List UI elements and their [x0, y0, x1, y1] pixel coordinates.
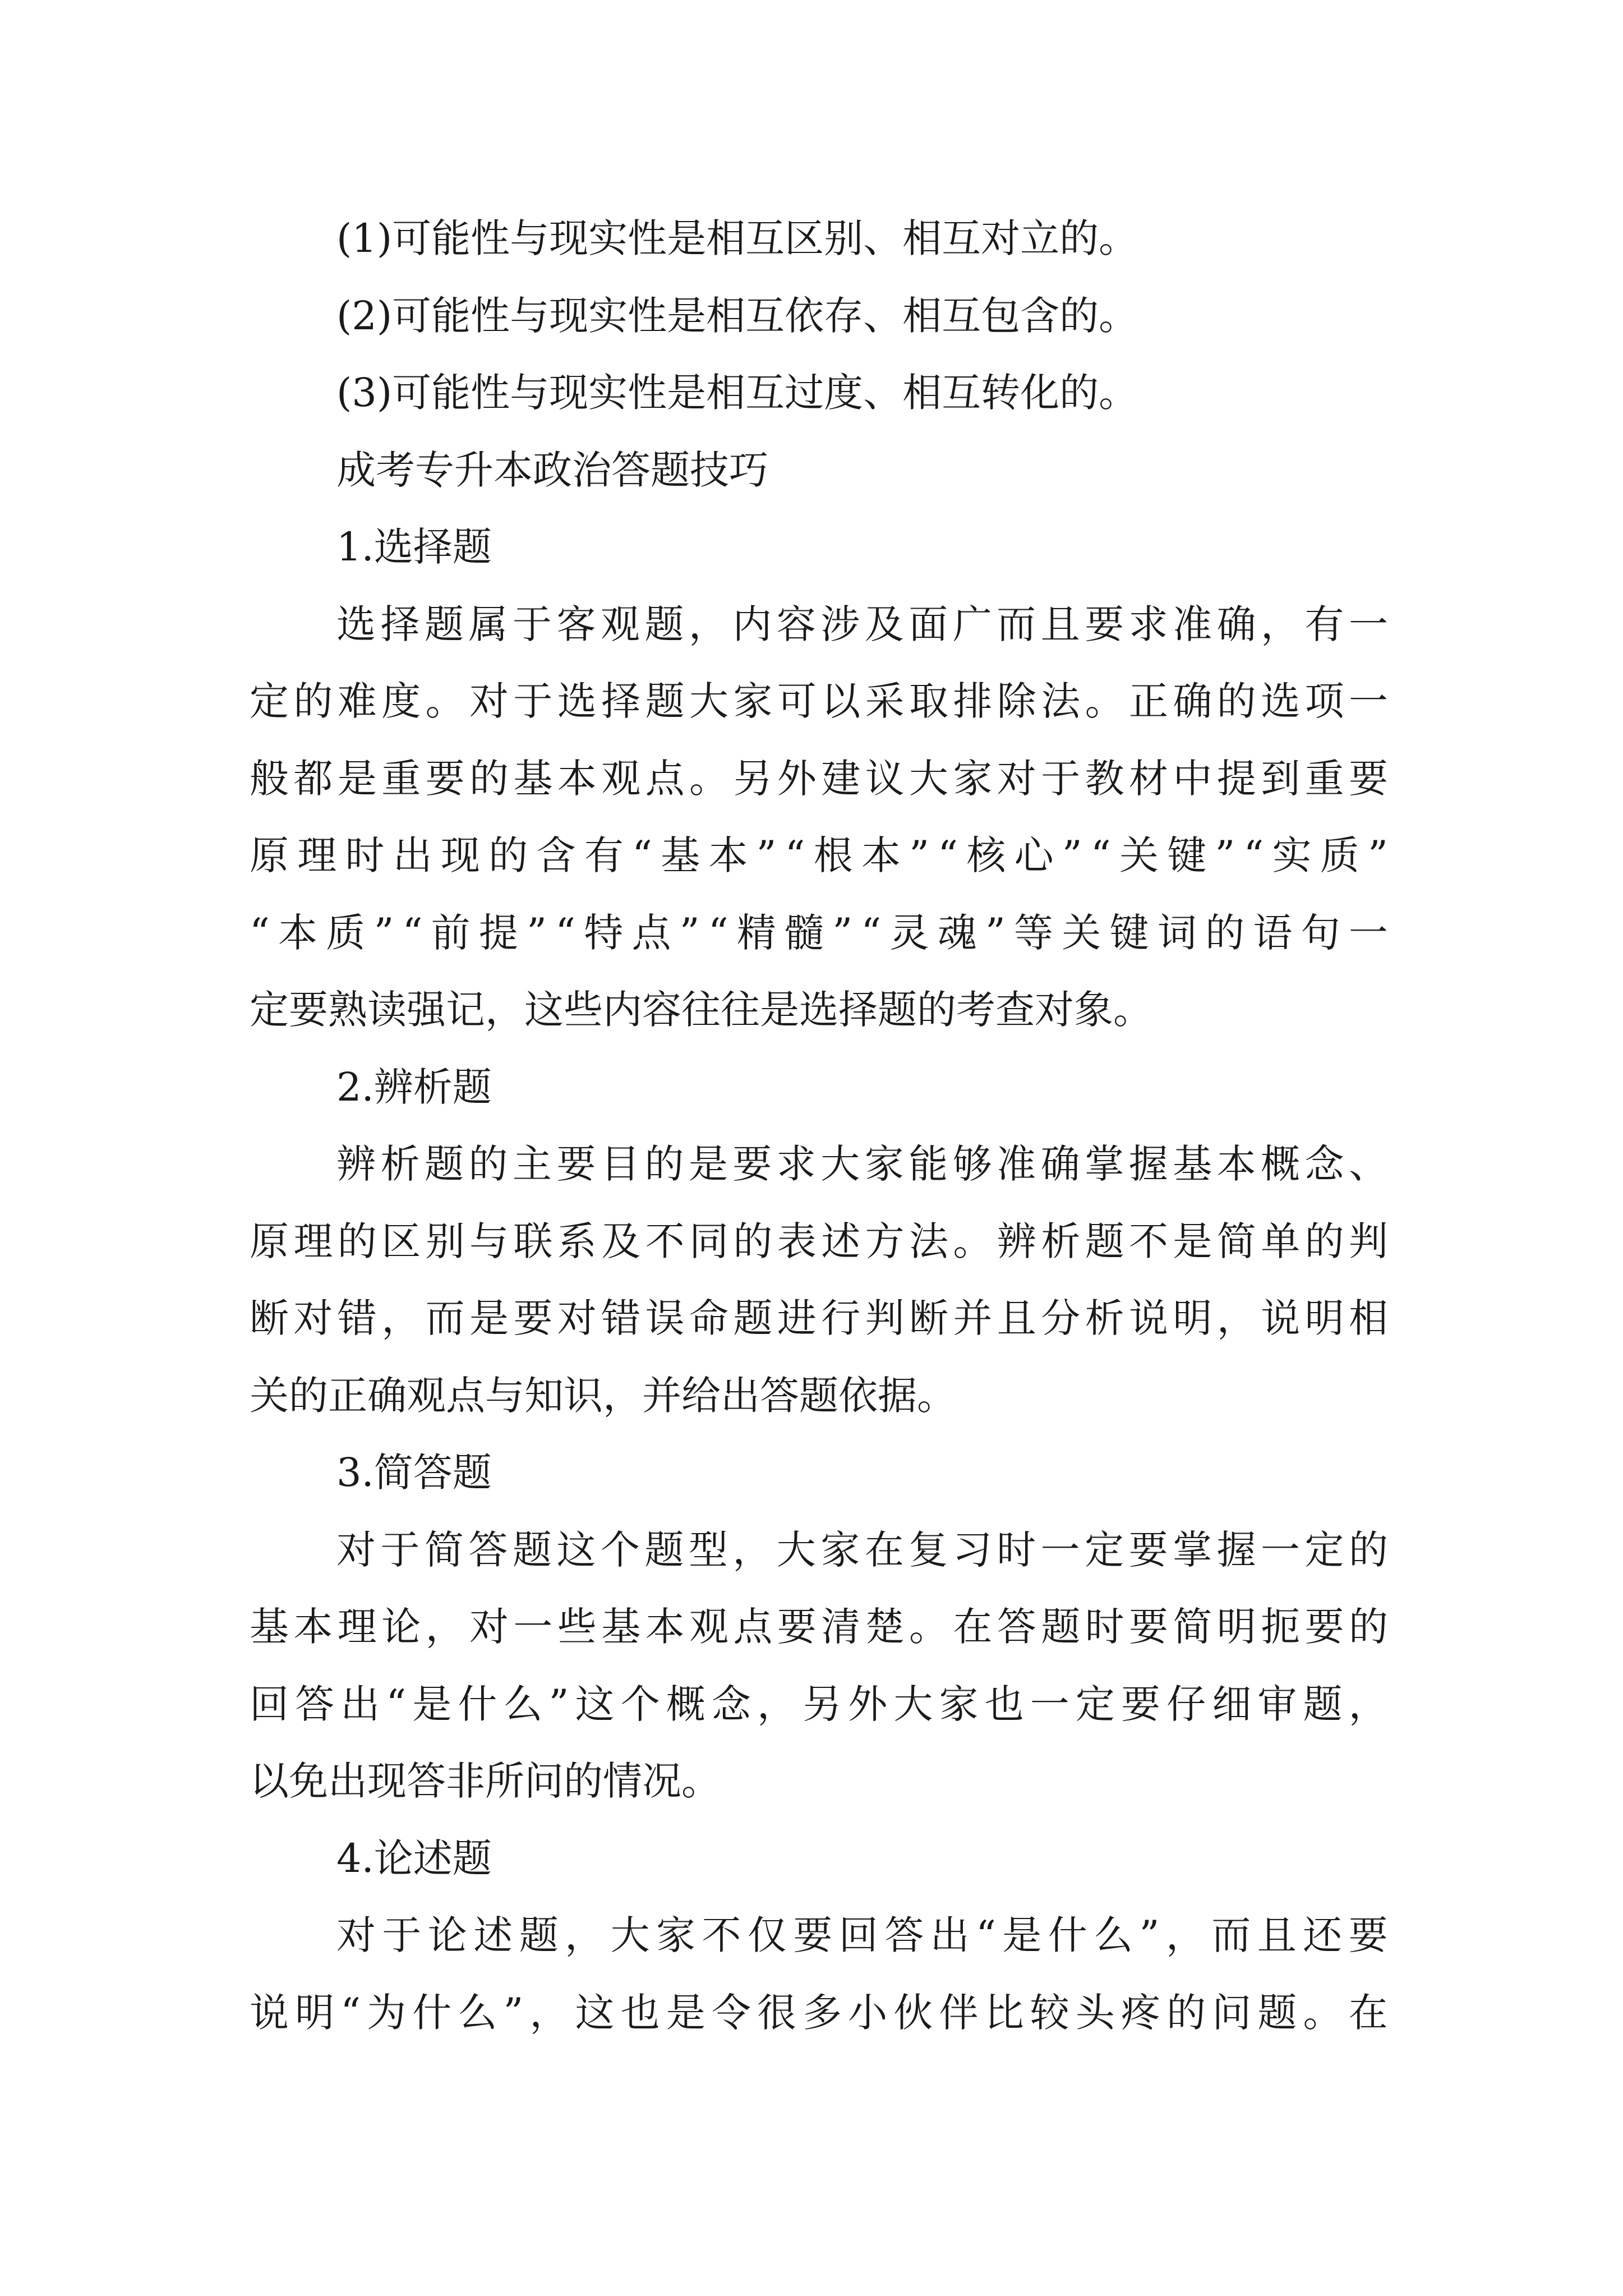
- text-line-7: 定的难度。对于选择题大家可以采取排除法。正确的选项一: [250, 678, 1393, 724]
- text-line-13: 辨析题的主要目的是要求大家能够准确掌握基本概念、: [336, 1141, 1393, 1187]
- text-line-1: (1)可能性与现实性是相互区别、相互对立的。: [336, 215, 1138, 261]
- text-line-18: 对于简答题这个题型，大家在复习时一定要掌握一定的: [336, 1526, 1393, 1573]
- text-line-3: (3)可能性与现实性是相互过度、相互转化的。: [336, 370, 1138, 416]
- text-line-6: 选择题属于客观题，内容涉及面广而且要求准确，有一: [336, 601, 1393, 647]
- subheading-analysis: 2.辨析题: [336, 1064, 492, 1110]
- text-line-16: 关的正确观点与知识，并给出答题依据。: [250, 1372, 956, 1419]
- text-line-19: 基本理论，对一些基本观点要清楚。在答题时要简明扼要的: [250, 1604, 1393, 1650]
- text-line-10: “本质”“前提”“特点”“精髓”“灵魂”等关键词的语句一: [250, 909, 1397, 956]
- text-line-11: 定要熟读强记，这些内容往往是选择题的考查对象。: [250, 987, 1152, 1033]
- text-line-24: 说明“为什么”，这也是令很多小伙伴比较头疼的问题。在: [250, 1989, 1394, 2036]
- text-line-2: (2)可能性与现实性是相互依存、相互包含的。: [336, 292, 1138, 339]
- text-line-8: 般都是重要的基本观点。另外建议大家对于教材中提到重要: [250, 755, 1393, 802]
- text-line-15: 断对错，而是要对错误命题进行判断并且分析说明，说明相: [250, 1295, 1393, 1341]
- text-line-14: 原理的区别与联系及不同的表述方法。辨析题不是简单的判: [250, 1218, 1393, 1264]
- text-line-9: 原理时出现的含有“基本”“根本”“核心”“关键”“实质”: [250, 832, 1397, 878]
- text-line-21: 以免出现答非所问的情况。: [250, 1758, 721, 1804]
- section-heading: 成考专升本政治答题技巧: [336, 447, 768, 493]
- subheading-short-answer: 3.简答题: [336, 1450, 492, 1496]
- subheading-choice: 1.选择题: [336, 524, 492, 570]
- text-line-20: 回答出“是什么”这个概念，另外大家也一定要仔细审题，: [250, 1681, 1394, 1727]
- subheading-essay: 4.论述题: [336, 1835, 492, 1881]
- text-line-23: 对于论述题，大家不仅要回答出“是什么”，而且还要: [336, 1912, 1395, 1958]
